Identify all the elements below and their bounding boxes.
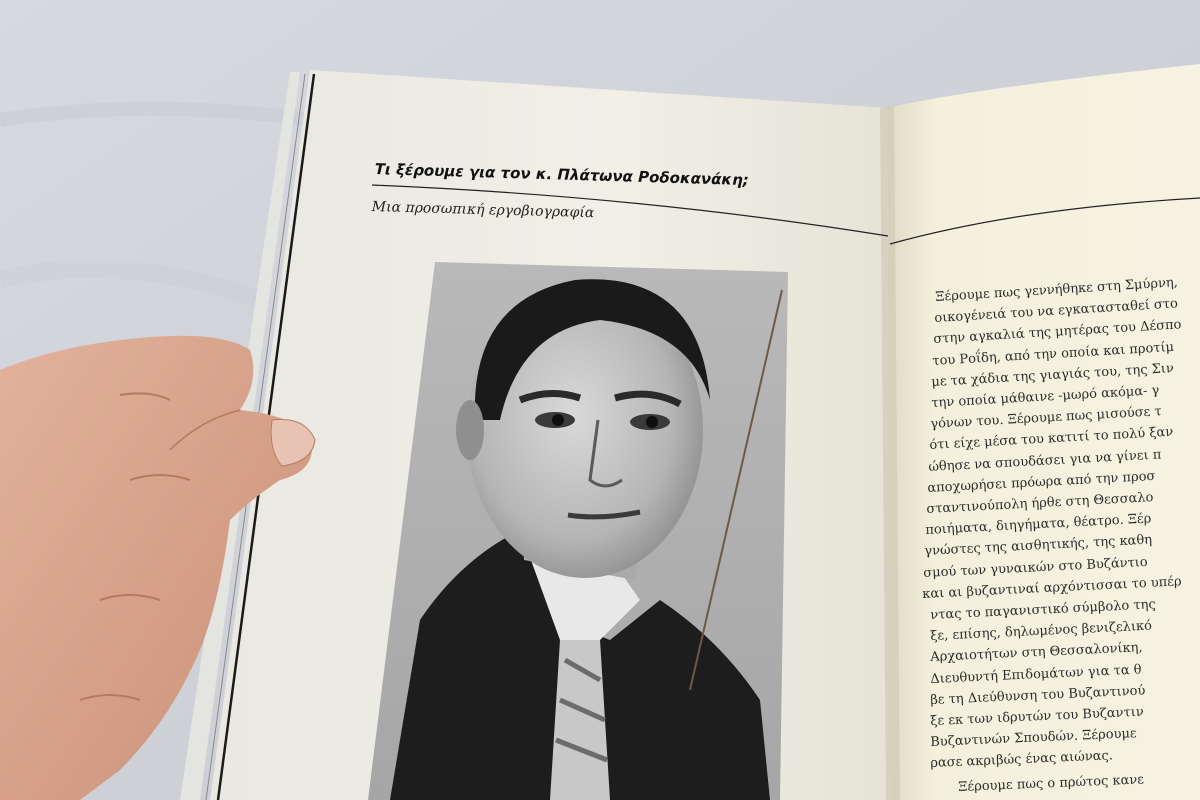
body-text-line: γνώστες της αισθητικής, της καθη xyxy=(924,532,1153,560)
body-text-line: Ξέρουμε πως γεννήθηκε στη Σμύρνη, xyxy=(935,275,1179,305)
body-text-line: ρασε ακριβώς ένας αιώνας. xyxy=(930,748,1114,772)
body-text-line: ξε εκ των ιδρυτών του Βυζαντιν xyxy=(930,704,1145,729)
body-text-line: ποιήματα, διηγήματα, θέατρο. Ξέρ xyxy=(925,511,1152,539)
body-text-line: οικογένειά του να εγκατασταθεί στο xyxy=(934,296,1179,327)
right-page xyxy=(888,64,1200,800)
body-text-line: στην αγκαλιά της μητέρας του Δέσπο xyxy=(933,317,1183,348)
body-text-line: ξε, επίσης, δηλωμένος βενιζελικό xyxy=(930,618,1153,645)
page-heading: Τι ξέρουμε για τον κ. Πλάτωνα Ροδοκανάκη; xyxy=(374,160,750,190)
body-text-line: με τα χάδια της γιαγιάς του, της Σιν xyxy=(931,360,1175,390)
body-text-line: Διευθυντή Επιδομάτων για τα θ xyxy=(930,662,1143,687)
body-text-line: ότι είχε μέσα του κατιτί το πολύ ξαν xyxy=(928,424,1174,454)
body-text-line: Βυζαντινών Σπουδών. Ξέρουμε xyxy=(930,726,1138,751)
body-text-line: την οποία μάθαινε -μωρό ακόμα- γ xyxy=(930,383,1160,411)
body-text-line: γόνων του. Ξέρουμε πως μισούσε τ xyxy=(929,404,1162,433)
body-text-line: βε τη Διεύθυνση του Βυζαντινού xyxy=(930,683,1147,708)
body-text-line: αποχωρήσει πρόωρα από την προσ xyxy=(926,468,1156,496)
body-text-line: του Ροΐδη, από την οποία και προτίμ xyxy=(932,339,1175,369)
page-subtitle: Μια προσωπική εργοβιογραφία xyxy=(371,199,595,222)
body-text-line: σμού των γυναικών στο Βυζάντιο xyxy=(923,554,1149,581)
body-text-line: Αρχαιοτήτων στη Θεσσαλονίκη, xyxy=(930,640,1144,666)
body-text-line: Ξέρουμε πως ο πρώτος κανε xyxy=(958,772,1145,795)
body-text-line: και αι βυζαντιναί αρχόντισσαι το υπέρ xyxy=(922,574,1183,602)
body-text-line: ώθησε να σπουδάσει για να γίνει π xyxy=(927,446,1162,475)
body-text-line: σταντινούπολη ήρθε στη Θεσσαλο xyxy=(926,490,1154,517)
body-text-line: ντας το παγανιστικό σύμβολο της xyxy=(930,597,1157,623)
portrait-photo xyxy=(368,262,788,800)
